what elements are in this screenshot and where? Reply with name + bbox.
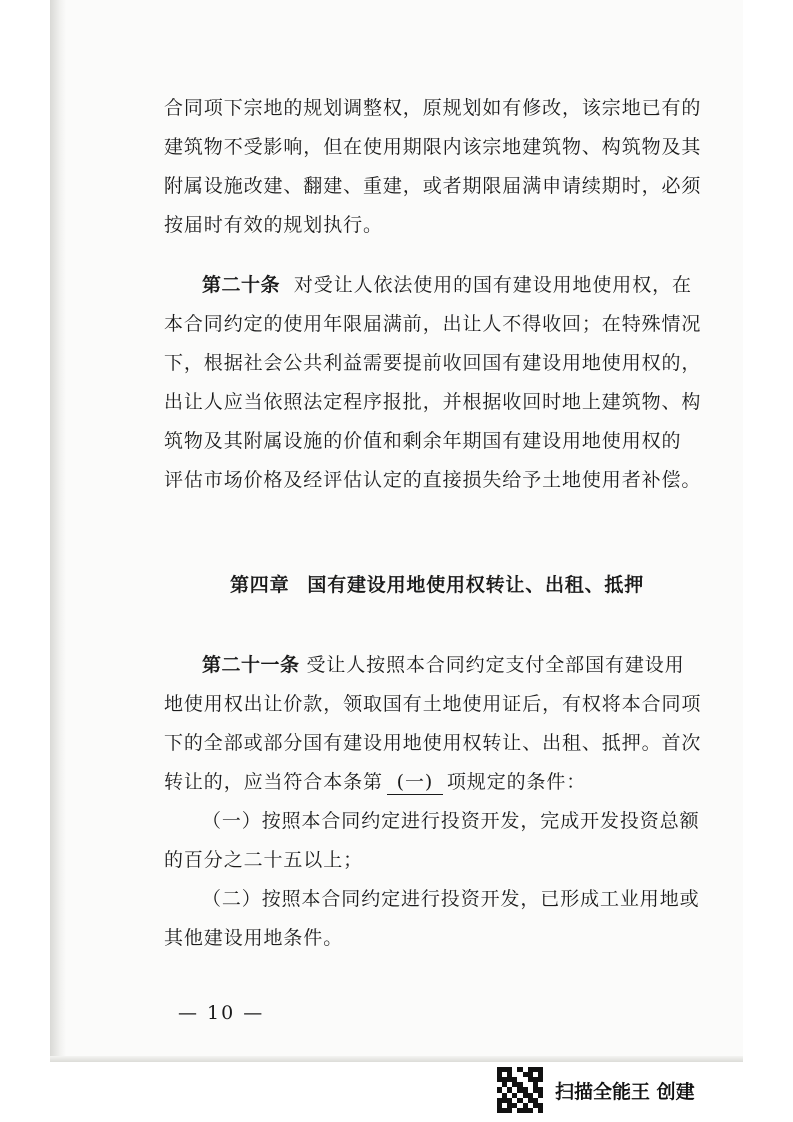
paragraph-continuation bbox=[164, 89, 724, 245]
article-text: 对受让人依法使用的国有建设用地使用权，在 bbox=[293, 274, 692, 296]
article-21 bbox=[164, 646, 724, 958]
text-line: 按届时有效的规划执行。 bbox=[164, 214, 383, 236]
text-line: 建筑物不受影响，但在使用期限内该宗地建筑物、构筑物及其 bbox=[164, 136, 702, 158]
text-line: 筑物及其附属设施的价值和剩余年期国有建设用地使用权的 bbox=[164, 430, 682, 452]
text-line: 的百分之二十五以上； bbox=[164, 849, 364, 871]
chapter-number: 第四章 bbox=[230, 574, 290, 596]
qr-code-icon bbox=[497, 1067, 543, 1113]
text-line bbox=[164, 763, 724, 802]
text-line: 出让人应当依照法定程序报批，并根据收回时地上建筑物、构 bbox=[164, 391, 702, 413]
article-title: 第二十一条 bbox=[202, 654, 300, 676]
list-item: （一）按照本合同约定进行投资开发，完成开发投资总额 bbox=[202, 810, 700, 832]
list-item: （二）按照本合同约定进行投资开发，已形成工业用地或 bbox=[202, 888, 700, 910]
filled-blank: (一) bbox=[387, 770, 443, 795]
page-number: — 10 — bbox=[178, 1002, 265, 1024]
page-bottom-shadow bbox=[50, 1056, 743, 1062]
text-before-blank: 转让的，应当符合本条第 bbox=[164, 771, 383, 793]
article-title: 第二十条 bbox=[202, 274, 281, 296]
text-line: 合同项下宗地的规划调整权，原规划如有修改，该宗地已有的 bbox=[164, 97, 702, 119]
text-line: 评估市场价格及经评估认定的直接损失给予土地使用者补偿。 bbox=[164, 469, 702, 491]
text-line: 附属设施改建、翻建、重建，或者期限届满申请续期时，必须 bbox=[164, 175, 702, 197]
chapter-heading bbox=[230, 570, 710, 597]
page-edge-shadow bbox=[50, 0, 66, 1062]
chapter-title: 国有建设用地使用权转让、出租、抵押 bbox=[307, 574, 645, 596]
text-line: 其他建设用地条件。 bbox=[164, 927, 344, 949]
footer-label: 扫描全能王 创建 bbox=[555, 1080, 695, 1103]
scanner-watermark bbox=[497, 1064, 757, 1116]
text-line bbox=[164, 266, 724, 305]
text-line: 下的全部或部分国有建设用地使用权转让、出租、抵押。首次 bbox=[164, 732, 702, 754]
article-text: 受让人按照本合同约定支付全部国有建设用 bbox=[306, 654, 685, 676]
article-20 bbox=[164, 266, 724, 500]
text-after-blank: 项规定的条件： bbox=[446, 771, 587, 793]
text-line bbox=[164, 646, 724, 685]
text-line: 下，根据社会公共利益需要提前收回国有建设用地使用权的， bbox=[164, 352, 702, 374]
text-line: 本合同约定的使用年限届满前，出让人不得收回；在特殊情况 bbox=[164, 313, 702, 335]
text-line: 地使用权出让价款，领取国有土地使用证后，有权将本合同项 bbox=[164, 693, 702, 715]
